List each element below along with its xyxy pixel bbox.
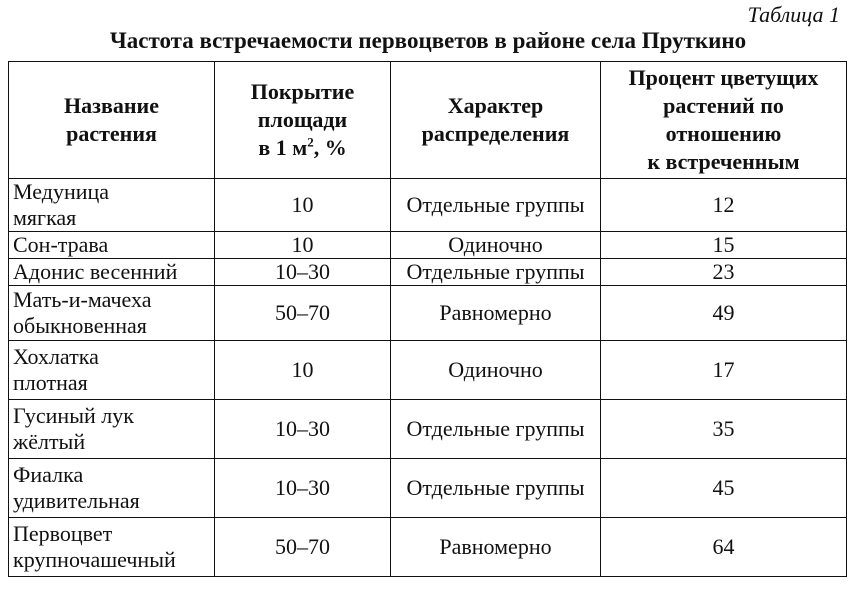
cell-flowering: 12 bbox=[601, 179, 847, 232]
table-row bbox=[9, 400, 847, 459]
header-line: в 1 м bbox=[258, 135, 308, 160]
cell-coverage: 10 bbox=[215, 179, 391, 232]
cell-coverage: 10–30 bbox=[215, 459, 391, 518]
table-row bbox=[9, 341, 847, 400]
header-distribution bbox=[391, 62, 601, 179]
header-line: растений по bbox=[663, 93, 784, 118]
header-line: Процент цветущих bbox=[628, 65, 819, 90]
cell-distribution: Отдельные группы bbox=[391, 179, 601, 232]
cell-coverage: 10 bbox=[215, 232, 391, 259]
cell-plant-name: Хохлатка плотная bbox=[9, 341, 215, 400]
cell-plant-name: Гусиный лук жёлтый bbox=[9, 400, 215, 459]
cell-distribution: Отдельные группы bbox=[391, 459, 601, 518]
superscript-2: 2 bbox=[307, 134, 314, 150]
cell-distribution: Одиночно bbox=[391, 232, 601, 259]
cell-distribution: Отдельные группы bbox=[391, 259, 601, 286]
table-row bbox=[9, 459, 847, 518]
cell-flowering: 35 bbox=[601, 400, 847, 459]
header-coverage bbox=[215, 62, 391, 179]
cell-flowering: 49 bbox=[601, 286, 847, 341]
cell-coverage: 10–30 bbox=[215, 400, 391, 459]
cell-flowering: 64 bbox=[601, 518, 847, 577]
header-plant-name bbox=[9, 62, 215, 179]
cell-flowering: 23 bbox=[601, 259, 847, 286]
cell-flowering: 17 bbox=[601, 341, 847, 400]
header-line: Характер bbox=[447, 93, 544, 118]
cell-flowering: 45 bbox=[601, 459, 847, 518]
cell-distribution: Равномерно bbox=[391, 518, 601, 577]
table-row bbox=[9, 286, 847, 341]
cell-plant-name: Сон-трава bbox=[9, 232, 215, 259]
header-line: площади bbox=[257, 107, 348, 132]
header-flowering-percent bbox=[601, 62, 847, 179]
primrose-frequency-table bbox=[8, 61, 847, 577]
header-line: растения bbox=[66, 121, 157, 146]
header-line: Название bbox=[64, 93, 159, 118]
header-line: к встреченным bbox=[647, 149, 800, 174]
cell-coverage: 50–70 bbox=[215, 286, 391, 341]
cell-distribution: Отдельные группы bbox=[391, 400, 601, 459]
cell-coverage: 10–30 bbox=[215, 259, 391, 286]
table-caption: Таблица 1 bbox=[747, 2, 840, 27]
cell-coverage: 10 bbox=[215, 341, 391, 400]
table-row bbox=[9, 179, 847, 232]
cell-distribution: Одиночно bbox=[391, 341, 601, 400]
table-row bbox=[9, 232, 847, 259]
cell-plant-name: Медуница мягкая bbox=[9, 179, 215, 232]
table-row bbox=[9, 518, 847, 577]
header-line: распределения bbox=[421, 121, 570, 146]
cell-plant-name: Первоцвет крупночашечный bbox=[9, 518, 215, 577]
header-line: отношению bbox=[665, 121, 782, 146]
cell-plant-name: Мать-и-мачеха обыкновенная bbox=[9, 286, 215, 341]
table-row bbox=[9, 259, 847, 286]
cell-distribution: Равномерно bbox=[391, 286, 601, 341]
cell-plant-name: Фиалка удивительная bbox=[9, 459, 215, 518]
header-row bbox=[9, 62, 847, 179]
header-line: , % bbox=[313, 135, 347, 160]
table-title: Частота встречаемости первоцветов в районе села Пруткино bbox=[109, 28, 747, 53]
cell-plant-name: Адонис весенний bbox=[9, 259, 215, 286]
cell-coverage: 50–70 bbox=[215, 518, 391, 577]
cell-flowering: 15 bbox=[601, 232, 847, 259]
header-line: Покрытие bbox=[250, 79, 355, 104]
